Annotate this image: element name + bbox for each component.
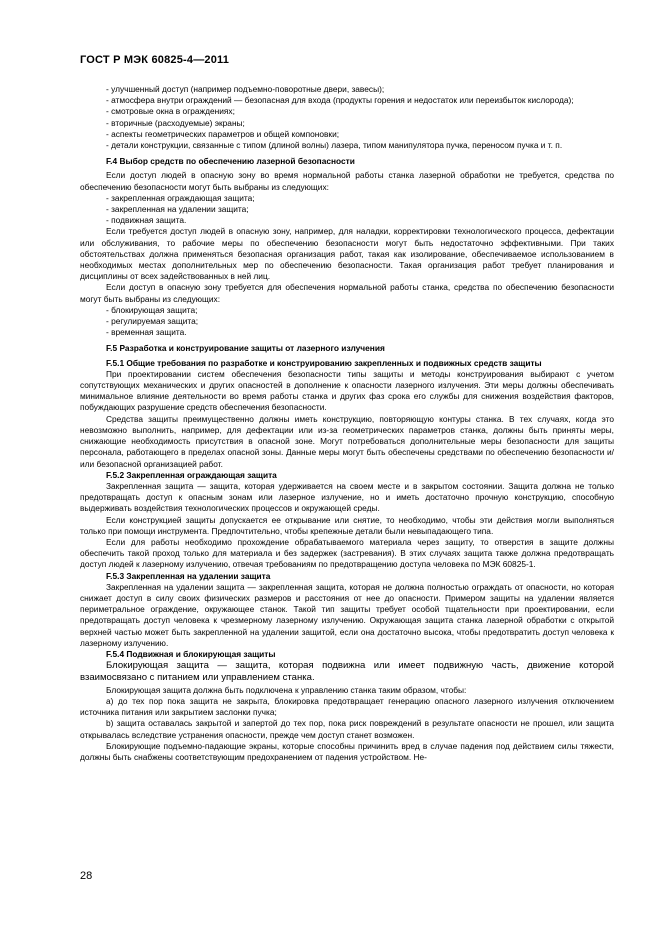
list-item: - подвижная защита. (106, 215, 187, 226)
list-item: - смотровые окна в ограждениях; (106, 106, 235, 117)
paragraph: Блокирующие подъемно-падающие экраны, которые способны причинить вред в случае падения под действием силы тяжести, должны быть снабжены соответствующим предохранением от падения устройством. Не- (80, 740, 614, 762)
list-item: - вторичные (расходуемые) экраны; (106, 117, 245, 128)
list-item: - временная защита. (106, 327, 187, 338)
list-item: - закрепленная ограждающая защита; (106, 192, 255, 203)
paragraph: Закрепленная защита — защита, которая удерживается на своем месте и в закрытом состоянии. Защита должна не только предотвращать доступ к опасным зонам или лазерное излучение, но и иметь достаточно прочную конструкцию, способную выдерживать воздействия технологических процессов и окружающей среды. (80, 480, 614, 514)
subsection-heading-f5-3: F.5.3 Закрепленная на удалении защита (106, 570, 271, 581)
paragraph: Если доступ в опасную зону требуется для обеспечения нормальной работы станка, средства по обеспечению безопасности могут быть выбраны из следующих: (80, 282, 614, 304)
paragraph: Если доступ людей в опасную зону во время нормальной работы станка лазерной обработки не требуется, средства по обеспечению безопасности могут быть выбраны из следующих: (80, 170, 614, 192)
paragraph: Средства защиты преимущественно должны иметь конструкцию, повторяющую контуры станка. В тех случаях, когда это невозможно выполнить, например, для дефектации или из-за геометрических параметров станка, должны быть приняты меры, снижающие необходимость присутствия в опасной зоне. Могут потребоваться дополнительные меры безопасности для защиты персонала, работающего в пределах опасной зоны. Данные меры могут быть обеспечены средствами по обеспечению безопасности и/или безопасной организацией работ. (80, 413, 614, 469)
paragraph: Если требуется доступ людей в опасную зону, например, для наладки, корректировки технологического процесса, дефектации или обслуживания, то рабочие меры по обеспечению безопасности могут быть недостаточно эффективными. При таких обстоятельствах должна применяться безопасная организация работ, такая как изолирование, обеспечиваемое использованием в необходимых местах дополнительных мер по обеспечению безопасности. Такая организация работ требует планирования и дисциплины от всех задействованных в ней лиц. (80, 226, 614, 282)
list-item: - регулируемая защита; (106, 316, 199, 327)
subsection-heading-f5-4: F.5.4 Подвижная и блокирующая защиты (106, 648, 276, 659)
document-header: ГОСТ Р МЭК 60825-4—2011 (80, 54, 230, 66)
section-heading-f4: F.4 Выбор средств по обеспечению лазерной безопасности (106, 156, 355, 167)
paragraph: Закрепленная на удалении защита — закрепленная защита, которая не должна полностью ограждать от опасности, но которая снижает доступ в силу своих физических размеров и расстояния от нее до опасности. Примером защиты на удалении является периметральное ограждение, окружающее станок. Такой тип защиты требует особой тщательности при проектировании, если предотвращать доступ человека к чрезмерному лазерному излучению. Окружающая защита станка лазерной обработки с открытой верхней частью может быть закрепленной на удалении защитой, если она достаточно высока, чтобы предотвратить доступ человека к лазерному излучению. (80, 581, 614, 648)
list-item: - атмосфера внутри ограждений — безопасная для входа (продукты горения и недостаток или переизбыток кислорода); (106, 95, 574, 106)
list-item: - улучшенный доступ (например подъемно-поворотные двери, завесы); (106, 84, 385, 94)
list-item: - детали конструкции, связанные с типом (длиной волны) лазера, типом манипулятора пучка, переносом пучка и т. п. (106, 140, 563, 151)
list-item: а) до тех пор пока защита не закрыта, блокировка предотвращает генерацию опасного лазерного излучения отключением источника питания или закрытием заслонки пучка; (80, 695, 614, 718)
list-item: - блокирующая защита; (106, 304, 198, 315)
list-item: - аспекты геометрических параметров и общей компоновки; (106, 128, 340, 139)
subsection-heading-f5-1: F.5.1 Общие требования по разработке и конструированию закрепленных и подвижных средств защиты (106, 357, 542, 368)
list-item: - закрепленная на удалении защита; (106, 204, 249, 215)
page-body (80, 84, 614, 763)
page-number: 28 (80, 870, 93, 882)
subsection-heading-f5-2: F.5.2 Закрепленная ограждающая защита (106, 469, 277, 480)
list-item: b) защита оставалась закрытой и запертой до тех пор, пока риск повреждений в результате опасности не прошел, или защита открывалась вследствие устранения опасности, прежде чем доступ станет возможен. (80, 718, 614, 740)
paragraph: Блокирующая защита — защита, которая подвижна или имеет подвижную часть, движение которой взаимосвязано с питанием или управлением станка. (80, 660, 614, 684)
paragraph: При проектировании систем обеспечения безопасности типы защиты и методы конструирования выбирают с учетом сопутствующих механических и других опасностей в дополнение к опасности лазерного излучения. Эти меры должны обеспечивать минимальное влияние деятельности во время работы станка и других фаз срока его службы для снижения воздействия факторов, побуждающих разрушение средств обеспечения безопасности. (80, 368, 614, 413)
paragraph: Блокирующая защита должна быть подключена к управлению станка таким образом, чтобы: (106, 684, 467, 695)
paragraph: Если конструкцией защиты допускается ее открывание или снятие, то необходимо, чтобы эти действия могли выполняться только при помощи инструмента. Предпочтительно, чтобы крепежные детали были невыпадающего типа. (80, 514, 614, 536)
section-heading-f5: F.5 Разработка и конструирование защиты от лазерного излучения (106, 343, 385, 354)
paragraph: Если для работы необходимо прохождение обрабатываемого материала через защиту, то отверстия в защите должны обеспечить такой проход только для материала и без задержек (застревания). В этих случаях защита также должна предотвращать доступ людей к лазерному излучению, отвечая требованиям по предотвращению доступа человека по МЭК 60825-1. (80, 536, 614, 570)
